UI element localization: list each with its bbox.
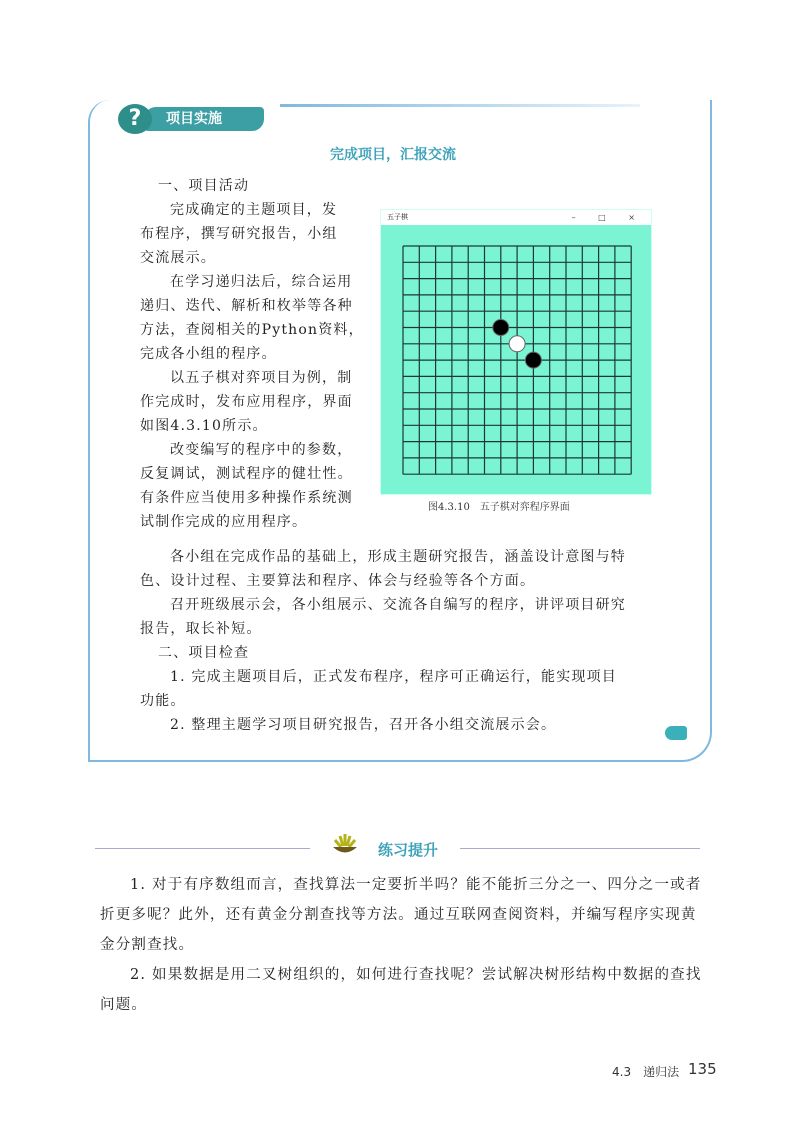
section-badge (118, 104, 268, 132)
question-icon: ? (118, 104, 152, 134)
text-line: 作完成时，发布应用程序，界面 (140, 394, 353, 410)
practice-title: 练习提升 (378, 841, 439, 859)
text-line: 折更多呢？此外，还有黄金分割查找等方法。通过互联网查阅资料，并编写程序实现黄 (100, 907, 697, 923)
text-line: 递归、迭代、解析和枚举等各种 (140, 298, 353, 314)
text-line: 色、设计过程、主要算法和程序、体会与经验等各个方面。 (140, 573, 536, 589)
black-stone (493, 320, 509, 336)
text-line: 完成确定的主题项目，发 (170, 202, 338, 218)
text-line: 有条件应当使用多种操作系统测 (140, 490, 353, 506)
text-line: 各小组在完成作品的基础上，形成主题研究报告，涵盖设计意图与特 (170, 549, 626, 565)
heading-activity: 一、项目活动 (158, 178, 250, 194)
text-line: 功能。 (140, 693, 186, 709)
window-titlebar (381, 210, 651, 225)
heading-check: 二、项目检查 (158, 645, 250, 661)
text-line: 方法，查阅相关的Python资料， (140, 322, 364, 338)
text-line: 如图4.3.10所示。 (140, 418, 268, 434)
divider-right (460, 848, 700, 849)
window-title: 五子棋 (387, 213, 408, 221)
text-line: 报告，取长补短。 (140, 621, 262, 637)
black-stone (525, 352, 541, 368)
pointing-hand-icon (665, 726, 687, 740)
divider-left (95, 848, 310, 849)
text-line: 金分割查找。 (100, 937, 195, 953)
text-line: 布程序，撰写研究报告，小组 (140, 226, 338, 242)
text-line: 以五子棋对弈项目为例，制 (170, 370, 353, 386)
text-line: 交流展示。 (140, 250, 216, 266)
text-line: 2. 如果数据是用二叉树组织的，如何进行查找呢？尝试解决树形结构中数据的查找 (130, 967, 702, 983)
figure-caption: 图4.3.10 五子棋对弈程序界面 (428, 502, 570, 513)
section-subtitle: 完成项目，汇报交流 (330, 147, 456, 163)
white-stone (509, 336, 525, 352)
footer-section: 4.3 递归法 (612, 1065, 680, 1079)
sprout-icon (330, 830, 360, 856)
text-line: 改变编写的程序中的参数， (170, 442, 353, 458)
text-line: 完成各小组的程序。 (140, 346, 277, 362)
left-column-text (140, 198, 364, 534)
header-rule (280, 104, 640, 107)
text-line: 问题。 (100, 997, 148, 1013)
text-line: 1. 对于有序数组而言，查找算法一定要折半吗？能不能折三分之一、四分之一或者 (130, 877, 702, 893)
page-number: 135 (688, 1060, 717, 1078)
text-line: 2. 整理主题学习项目研究报告，召开各小组交流展示会。 (170, 717, 557, 733)
text-line: 召开班级展示会，各小组展示、交流各自编写的程序，讲评项目研究 (170, 597, 626, 613)
check-text (140, 665, 617, 737)
badge-label: 项目实施 (144, 107, 264, 131)
practice-text (100, 870, 702, 1020)
text-line: 反复调试，测试程序的健壮性。 (140, 466, 353, 482)
text-line: 1. 完成主题项目后，正式发布程序，程序可正确运行，能实现项目 (170, 669, 618, 685)
full-text (140, 545, 626, 641)
window-controls[interactable]: – □ × (571, 213, 645, 222)
text-line: 在学习递归法后，综合运用 (170, 274, 353, 290)
gomoku-window (380, 209, 652, 495)
gomoku-board[interactable] (381, 225, 651, 493)
text-line: 试制作完成的应用程序。 (140, 514, 308, 530)
